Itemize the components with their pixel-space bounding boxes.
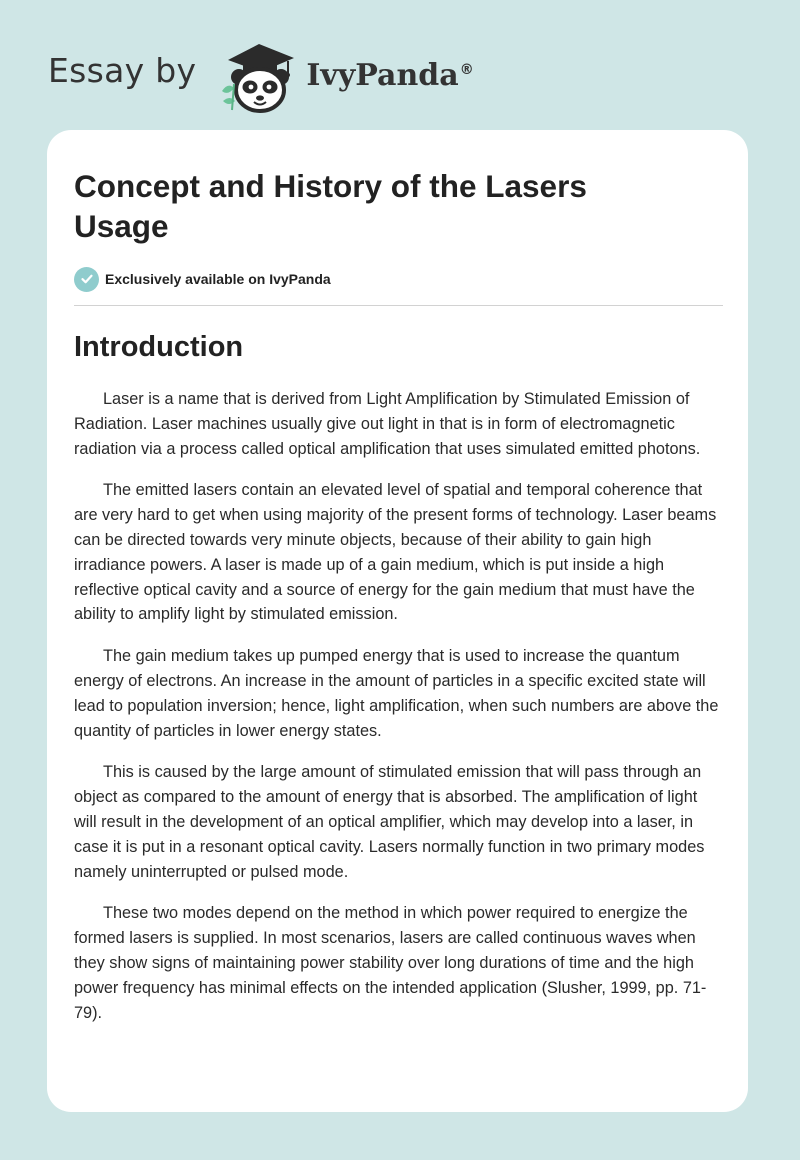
article-card	[47, 130, 748, 1112]
panda-graduate-icon	[214, 34, 304, 114]
divider	[74, 305, 723, 306]
brand-header	[48, 34, 474, 114]
brand-prefix: Essay by	[48, 50, 197, 90]
paragraph: These two modes depend on the method in which power required to energize the formed lasers is supplied. In most scenarios, lasers are called continuous waves when they show signs of maintaining power stability over long durations of time and the high power frequency has minimal effects on the intended application (Slusher, 1999, pp. 71-79).	[74, 904, 707, 1022]
paragraph: Laser is a name that is derived from Light Amplification by Stimulated Emission of Radiation. Laser machines usually give out light in that is in form of electromagnetic radiation via a process called optical amplification that uses simulated emitted photons.	[74, 390, 701, 458]
registered-mark: ®	[459, 61, 474, 78]
paragraph: This is caused by the large amount of stimulated emission that will pass through an object as compared to the amount of energy that is absorbed. The amplification of light will result in the development of an optical amplifier, which may develop into a laser, in case it is put in a resonant optical cavity. Lasers normally function in two primary modes namely uninterrupted or pulsed mode.	[74, 763, 705, 881]
paragraph: The emitted lasers contain an elevated level of spatial and temporal coherence that are very hard to get when using majority of the present forms of technology. Laser beams can be directed towards very minute objects, because of their ability to gain high irradiance powers. A laser is made up of a gain medium, which is put inside a high reflective optical cavity and a source of energy for the gain medium that must have the ability to amplify light by stimulated emission.	[74, 481, 717, 624]
exclusive-badge	[74, 266, 722, 292]
check-icon	[74, 267, 99, 292]
paragraph: The gain medium takes up pumped energy that is used to increase the quantum energy of electrons. An increase in the amount of particles in a specific excited state will lead to population inversion; hence, light amplification, when such numbers are above the quantity of particles in lower energy states.	[74, 647, 719, 740]
brand-name: IvyPanda®	[306, 57, 474, 93]
badge-text: Exclusively available on IvyPanda	[105, 271, 331, 287]
article-body	[74, 387, 724, 1025]
section-heading: Introduction	[74, 331, 244, 363]
page-title: Concept and History of the Lasers Usage	[74, 168, 587, 244]
